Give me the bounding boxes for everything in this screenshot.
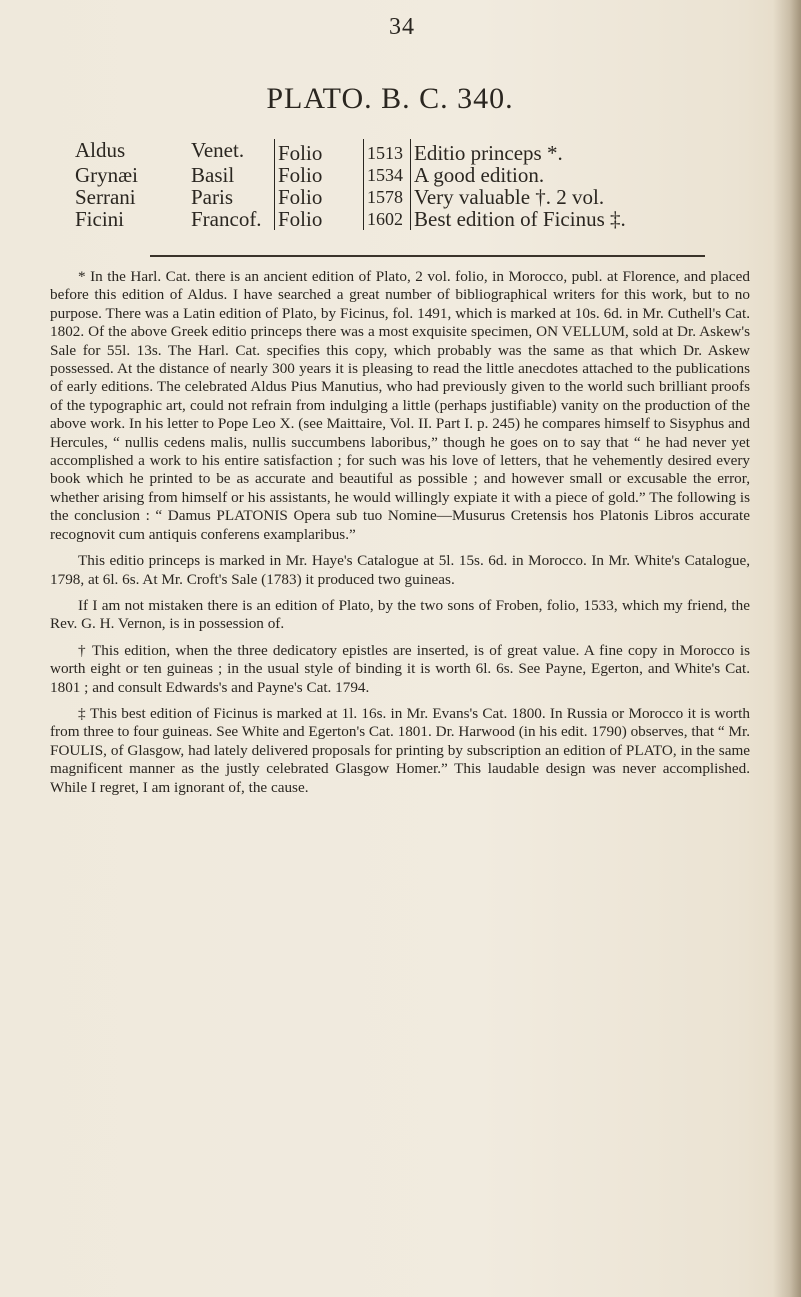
- edition-place: Venet.: [191, 138, 245, 162]
- edition-note: Best edition of Ficinus ‡.: [411, 208, 629, 230]
- editions-table: [72, 139, 629, 230]
- edition-year: 1534: [364, 164, 411, 186]
- edition-editor: Aldus: [75, 138, 126, 162]
- edition-place: Francof.: [191, 207, 262, 231]
- edition-editor: Ficini: [75, 207, 125, 231]
- table-row: [72, 208, 629, 230]
- edition-editor: Serrani: [75, 185, 136, 209]
- table-row: [72, 186, 629, 208]
- edition-year: 1578: [364, 186, 411, 208]
- edition-editor: Grynæi: [75, 163, 138, 187]
- page-heading: PLATO. B. C. 340.: [266, 82, 514, 115]
- edition-size: Folio: [275, 139, 364, 164]
- edition-size: Folio: [275, 186, 364, 208]
- table-row: [72, 139, 629, 164]
- footnote-divider: [150, 255, 705, 257]
- table-row: [72, 164, 629, 186]
- edition-year: 1602: [364, 208, 411, 230]
- footnote-asterisk: * In the Harl. Cat. there is an ancient edition of Plato, 2 vol. folio, in Morocco, publ. at Florence, and placed before this edition of Aldus. I have searched a great number of bibliographical writers for this work, but to no purpose. There was a Latin edition of Plato, by Ficinus, fol. 1491, which is marked at 10s. 6d. in Mr. Cuthell's Cat. 1802. Of the above Greek editio princeps there was a most exquisite specimen, ON VELLUM, sold at Dr. Askew's Sale for 55l. 13s. The Harl. Cat. specifies this copy, which probably was the same as that which Dr. Askew possessed. At the distance of nearly 300 years it is pleasing to read the little anecdotes attached to the publications of early editions. The celebrated Aldus Pius Manutius, who had previously given to the world such brilliant proofs of the typographic art, could not refrain from indulging a little (perhaps justifiable) vanity on the production of the above work. In his letter to Pope Leo X. (see Maittaire, Vol. II. Part I. p. 245) he compares himself to Sisyphus and Hercules, “ nullis cedens malis, nullis succumbens laboribus,” though he goes on to say that “ he had never yet accomplished a work to his entire satisfaction ; for such was his love of letters, that he vehemently desired every book which he printed to be as accurate and beautiful as possible ; and however small or excusable the error, whether arising from himself or his assistants, he would willingly expiate it with a piece of gold.” The following is the conclusion : “ Damus PLATONIS Opera sub tuo Nomine—Musurus Cretensis hos Platonis Libros accurate recognovit cum antiquis conferens examplaribus.”: [50, 268, 750, 543]
- edition-note: A good edition.: [411, 164, 629, 186]
- footnote-paragraph: This editio princeps is marked in Mr. Haye's Catalogue at 5l. 15s. 6d. in Morocco. In Mr. White's Catalogue, 1798, at 6l. 6s. At Mr. Croft's Sale (1783) it produced two guineas.: [50, 552, 750, 588]
- page-number: 34: [389, 14, 415, 40]
- footnotes: [50, 268, 750, 797]
- page-edge-shadow: [773, 0, 801, 1297]
- edition-place: Basil: [191, 163, 235, 187]
- footnote-paragraph: If I am not mistaken there is an edition of Plato, by the two sons of Froben, folio, 1533, which my friend, the Rev. G. H. Vernon, is in possession of.: [50, 596, 750, 633]
- footnote-dagger: † This edition, when the three dedicatory epistles are inserted, is of great value. A fine copy in Morocco is worth eight or ten guineas ; in the usual style of binding it is worth 6l. 6s. See Payne, Egerton, and White's Cat. 1801 ; and consult Edwards's and Payne's Cat. 1794.: [50, 641, 750, 696]
- edition-place: Paris: [191, 185, 233, 209]
- edition-note: Very valuable †. 2 vol.: [411, 186, 629, 208]
- edition-size: Folio: [275, 164, 364, 186]
- edition-year: 1513: [364, 139, 411, 164]
- edition-size: Folio: [275, 208, 364, 230]
- footnote-double-dagger: ‡ This best edition of Ficinus is marked at 1l. 16s. in Mr. Evans's Cat. 1800. In Russia or Morocco it is worth from three to four guineas. See White and Egerton's Cat. 1801. Dr. Harwood (in his edit. 1790) observes, that “ Mr. FOULIS, of Glasgow, had lately delivered proposals for printing by subscription an edition of PLATO, in the same magnificent manner as the justly celebrated Glasgow Homer.” This laudable design was never accomplished. While I regret, I am ignorant of, the cause.: [50, 704, 750, 796]
- edition-note: Editio princeps *.: [411, 139, 629, 164]
